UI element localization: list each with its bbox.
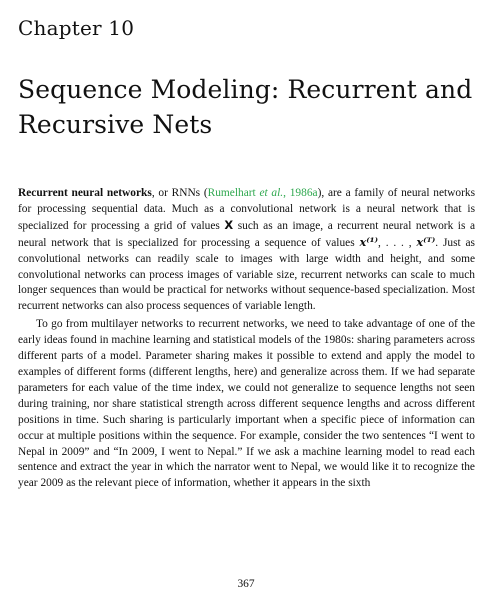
body-text xyxy=(18,186,475,492)
term-recurrent-neural-networks: Recurrent neural networks xyxy=(18,187,152,199)
math-seq-dots: , . . . , xyxy=(378,236,417,249)
text-span: , or RNNs ( xyxy=(151,187,208,199)
math-seq-start: x⁽¹⁾ xyxy=(359,234,379,249)
paragraph-1 xyxy=(18,186,475,315)
citation-link[interactable] xyxy=(208,187,318,199)
symbol-x-tensor: X xyxy=(224,217,234,232)
chapter-title: Sequence Modeling: Recurrent and Recursive Nets xyxy=(18,75,473,139)
chapter-label: Chapter 10 xyxy=(18,16,135,40)
page-number: 367 xyxy=(237,578,255,590)
citation-author: Rumelhart xyxy=(207,187,260,199)
text-span: ), are a family of neural networks for processing sequential data. Much as a convolutional network is a neural network that is specialized for processing a grid of values xyxy=(18,187,476,232)
citation-year: 1986a xyxy=(289,187,318,199)
text-span: . Just as convolutional networks can readily scale to images with large width and height, and some convolutional networks can process images of variable size, recurrent networks can scale to much longer sequences than would be practical for networks without sequence-based specialization. Most recurrent networks can also process sequences of variable length. xyxy=(18,236,475,313)
math-seq-end: x⁽ᵀ⁾ xyxy=(416,234,436,249)
citation-etal: et al. xyxy=(259,187,284,199)
text-span: such as an image, a recurrent neural network is a neural network that is specialized for processing a sequence of values xyxy=(18,219,475,249)
paragraph-2: To go from multilayer networks to recurrent networks, we need to take advantage of one of the early ideas found in machine learning and statistical models of the 1980s: sharing parameters across different parts of a model. Parameter sharing makes it possible to extend and apply the model to examples of different forms (different lengths, here) and generalize across them. If we had separate parameters for each value of the time index, we could not generalize to sequence lengths not seen during training, nor share statistical strength across different sequence lengths and across different positions in time. Such sharing is particularly important when a specific piece of information can occur at multiple positions within the sequence. For example, consider the two sentences “I went to Nepal in 2009” and “In 2009, I went to Nepal.” If we ask a machine learning model to read each sentence and extract the year in which the narrator went to Nepal, we would like it to recognize the year 2009 as the relevant piece of information, whether it appears in the sixth xyxy=(18,318,475,490)
citation-sep: , xyxy=(283,187,290,199)
